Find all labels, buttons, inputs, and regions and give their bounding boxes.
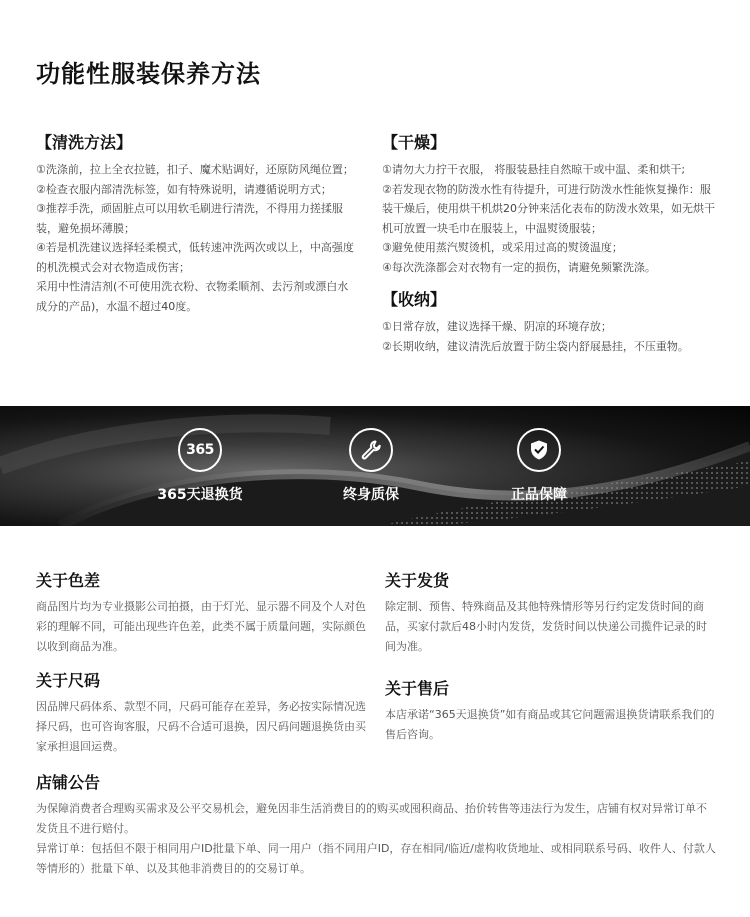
store-notice-section (36, 770, 716, 879)
365-badge-icon (178, 428, 222, 472)
drying-heading: 【干燥】 (382, 133, 447, 152)
washing-line: ④若是机洗建议选择轻柔模式，低转速冲洗两次或以上，中高强度的机洗模式会对衣物造成伤害； (36, 241, 354, 274)
shipping-title: 关于发货 (385, 571, 450, 590)
drying-line: ④每次洗涤都会对衣物有一定的损伤，请避免频繁洗涤。 (382, 260, 656, 274)
store-notice-title: 店铺公告 (36, 773, 101, 792)
store-notice-text: 为保障消费者合理购买需求及公平交易机会，避免因非生活消费目的的购买或囤积商品、抬价转售等违法行为发生，店铺有权对异常订单不发货且不进行赔付。 (36, 802, 707, 835)
washing-section (36, 130, 354, 316)
drying-line: ①请勿大力拧干衣服， 将服装悬挂自然晾干或中温、柔和烘干; (382, 163, 686, 176)
washing-line: ①洗涤前，拉上全衣拉链，扣子、魔术贴调好，还原防风绳位置； (36, 163, 354, 176)
feature-label: 正品保障 (511, 487, 567, 503)
size-title: 关于尺码 (36, 671, 101, 690)
shield-check-icon (517, 428, 561, 472)
feature-label: 终身质保 (343, 487, 399, 503)
storage-text (382, 317, 718, 356)
storage-line: ②长期收纳，建议清洗后放置于防尘袋内舒展悬挂，不压重物。 (382, 339, 689, 353)
size-text: 因品牌尺码体系、款型不同，尺码可能存在差异，务必按实际情况选择尺码，也可咨询客服，尺码不合适可退换，因尺码问题退换货由买家承担退回运费。 (36, 700, 366, 753)
washing-text (36, 160, 354, 316)
feature-365-return (130, 428, 270, 504)
drying-text (382, 160, 718, 277)
washing-heading: 【清洗方法】 (36, 133, 133, 152)
storage-line: ①日常存放，建议选择干燥、阴凉的环境存放； (382, 320, 612, 333)
feature-label: 365天退换货 (157, 487, 243, 503)
storage-heading: 【收纳】 (382, 290, 447, 309)
abnormal-order-text: 异常订单：包括但不限于相同用户ID批量下单、同一用户（指不同用户ID，存在相同/临近/虚构收货地址、或相同联系号码、收件人、付款人等情形的）批量下单、以及其他非消费目的的交易订单。 (36, 842, 716, 875)
color-difference-text: 商品图片均为专业摄影公司拍摄，由于灯光、显示器不同及个人对色彩的理解不同，可能出现些许色差，此类不属于质量问题，实际颜色以收到商品为准。 (36, 600, 366, 653)
after-sales-title: 关于售后 (385, 679, 450, 698)
washing-line: 采用中性清洁剂(不可使用洗衣粉、衣物柔顺剂、去污剂或漂白水成分的产品)，水温不超过40度。 (36, 280, 349, 313)
color-difference-section (36, 568, 366, 657)
wrench-icon (349, 428, 393, 472)
drying-storage-section (382, 130, 718, 356)
feature-authentic-guarantee (469, 428, 609, 504)
after-sales-text: 本店承诺“365天退换货”如有商品或其它问题需退换货请联系我们的售后咨询。 (385, 708, 715, 741)
drying-line: ②若发现衣物的防泼水性有待提升，可进行防泼水性能恢复操作：服装干燥后，使用烘干机烘20分钟来活化表布的防泼水效果，如无烘干机可放置一块毛巾在服装上，中温熨烫服装； (382, 182, 715, 235)
shipping-section (385, 568, 715, 657)
feature-lifetime-warranty (301, 428, 441, 504)
365-badge-text: 365 (186, 442, 214, 458)
shipping-text: 除定制、预售、特殊商品及其他特殊情形等另行约定发货时间的商品，买家付款后48小时内发货，发货时间以快递公司揽件记录的时间为准。 (385, 600, 707, 653)
washing-line: ②检查衣服内部清洗标签，如有特殊说明，请遵循说明方式； (36, 182, 332, 196)
page-title: 功能性服装保养方法 (36, 60, 261, 88)
drying-line: ③避免使用蒸汽熨烫机，或采用过高的熨烫温度； (382, 241, 623, 254)
after-sales-section (385, 676, 715, 745)
size-section (36, 668, 366, 757)
washing-line: ③推荐手洗，顽固脏点可以用软毛刷进行清洗，不得用力搓揉服装，避免损坏薄膜； (36, 202, 343, 235)
service-banner (0, 406, 750, 526)
color-difference-title: 关于色差 (36, 571, 101, 590)
